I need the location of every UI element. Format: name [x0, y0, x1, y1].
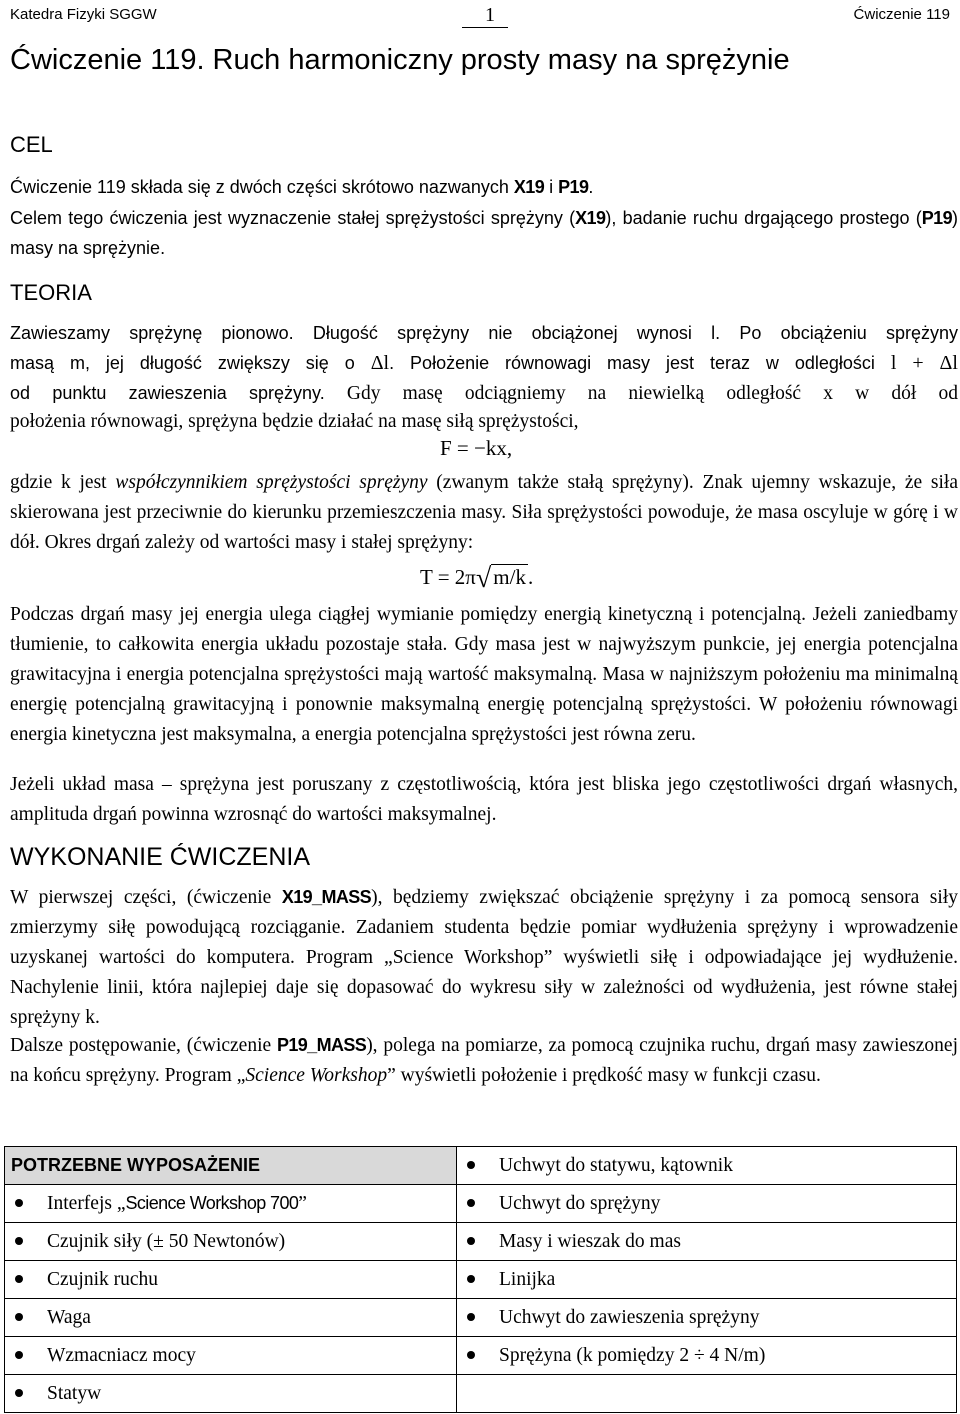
- list-item: [457, 1185, 957, 1223]
- equipment-item: Masy i wieszak do mas: [499, 1230, 681, 1252]
- list-item: [457, 1147, 957, 1185]
- page-title: Ćwiczenie 119. Ruch harmoniczny prosty masy na sprężynie: [10, 44, 790, 76]
- text: Dalsze postępowanie, (ćwiczenie: [10, 1035, 277, 1056]
- text: . Położenie równowagi masy jest teraz w odległości: [389, 353, 891, 373]
- list-item: [5, 1337, 457, 1375]
- formula-hooke: F = −kx,: [440, 436, 513, 460]
- table-row: [5, 1223, 957, 1261]
- table-row: [5, 1299, 957, 1337]
- l-plus-delta-l-symbol: l + Δl: [890, 352, 958, 374]
- code-p19-mass: P19_MASS: [276, 1035, 367, 1055]
- equipment-item: Uchwyt do sprężyny: [499, 1192, 661, 1214]
- text: Ćwiczenie 119 składa się z dwóch części skrótowo nazwanych: [10, 177, 514, 197]
- text: Gdy masę odciągniemy na niewielką odległość x w dół od: [324, 383, 959, 404]
- teoria-line-3: [10, 378, 958, 410]
- equipment-item: Waga: [47, 1306, 91, 1328]
- table-row: [5, 1337, 957, 1375]
- text: Interfejs „: [47, 1192, 126, 1214]
- bullet-icon: [467, 1161, 475, 1169]
- equipment-item: Uchwyt do zawieszenia sprężyny: [499, 1306, 760, 1328]
- list-item: [457, 1337, 957, 1375]
- header-exercise: Ćwiczenie 119: [853, 6, 950, 23]
- text: ”: [298, 1192, 307, 1214]
- table-row: [5, 1375, 957, 1413]
- teoria-line-4: położenia równowagi, sprężyna będzie działać na masę siłą sprężystości,: [10, 411, 579, 432]
- bullet-icon: [467, 1351, 475, 1359]
- teoria-paragraph-2: [10, 468, 958, 558]
- code-p19: P19: [921, 208, 953, 228]
- list-item: [457, 1261, 957, 1299]
- table-row: [5, 1185, 957, 1223]
- equipment-item: Sprężyna (k pomiędzy 2 ÷ 4 N/m): [499, 1344, 766, 1366]
- bullet-icon: [467, 1237, 475, 1245]
- code-p19: P19: [558, 177, 589, 197]
- bullet-icon: [15, 1199, 23, 1207]
- list-item: [5, 1261, 457, 1299]
- page-number: 1: [485, 4, 495, 26]
- formula-part: T = 2π: [420, 565, 476, 589]
- teoria-line-1: Zawieszamy sprężynę pionowo. Długość sprężyny nie obciążonej wynosi l. Po obciążeniu sprężyny: [10, 323, 958, 343]
- text: W pierwszej części, (ćwiczenie: [10, 887, 282, 908]
- text: ), badanie ruchu drgającego prostego (: [605, 208, 922, 228]
- cel-paragraph-1: [10, 172, 958, 202]
- table-row: [5, 1147, 957, 1185]
- sqrt-sign: √: [475, 563, 492, 594]
- italic-term: współczynnikiem sprężystości sprężyny: [115, 472, 428, 493]
- list-item: [5, 1185, 457, 1223]
- teoria-paragraph-3: Podczas drgań masy jej energia ulega ciągłej wymianie pomiędzy energią kinetyczną i potencjalną. Jeżeli zaniedbamy tłumienie, to całkowita energia układu pozostaje stała. Gdy masa jest w najwyższym punkcie, jej energia potencjalna grawitacyjna i energia potencjalna sprężystości mają wartość maksymalną. Masa w najniższym położeniu ma minimalną energię potencjalną grawitacyjną i ponownie maksymalną energię potencjalną sprężystości. W położeniu równowagi energia kinetyczna jest maksymalna, a energia potencjalna sprężystości jest równa zeru.: [10, 604, 958, 745]
- list-item: [457, 1223, 957, 1261]
- wykonanie-paragraph-1: [10, 882, 958, 1033]
- bullet-icon: [15, 1237, 23, 1245]
- delta-l-symbol: Δl: [370, 352, 390, 374]
- code-x19-mass: X19_MASS: [281, 887, 372, 907]
- sqrt-content: m/k: [493, 565, 526, 589]
- text: masą m, jej długość zwiększy się o: [10, 353, 371, 373]
- italic-program-name: Science Workshop: [245, 1065, 388, 1086]
- formula-period: [420, 563, 533, 595]
- text: ” wyświetli położenie i prędkość masy w funkcji czasu.: [387, 1065, 821, 1086]
- wykonanie-paragraph-2: [10, 1030, 958, 1091]
- formula-part: .: [527, 565, 534, 589]
- bullet-icon: [15, 1313, 23, 1321]
- list-item: [5, 1223, 457, 1261]
- empty-cell: [457, 1375, 957, 1413]
- equipment-item: Linijka: [499, 1268, 556, 1290]
- text: ), będziemy zwiększać obciążenie sprężyny i za pomocą sensora siły zmierzymy siłę powodującą rozciąganie. Zadaniem studenta będzie pomiar wydłużenia sprężyny i wprowadzenie uzyskanej wartości do komputera. Program „Science Workshop” wyświetli siłę i odpowiadające jej wydłużenie. Nachylenie linii, która najlepiej daje się dopasować do wykresu siły w zależności od wydłużenia, jest równe stałej sprężyny k.: [10, 887, 958, 1028]
- teoria-line-2: [10, 348, 958, 378]
- text: i: [544, 177, 559, 197]
- text: (zwanym także stałą sprężyny). Znak ujemny wskazuje, że siła skierowana jest przeciwnie do kierunku przemieszczenia masy. Siła sprężystości powoduje, że masa oscyluje w górę i w dół. Okres drgań zależy od wartości masy i stałej sprężyny:: [10, 472, 958, 553]
- bullet-icon: [15, 1351, 23, 1359]
- bullet-icon: [15, 1389, 23, 1397]
- teoria-paragraph-4: Jeżeli układ masa – sprężyna jest poruszany z częstotliwością, która jest bliska jego częstotliwości drgań własnych, amplituda drgań powinna wzrosnąć do wartości maksymalnej.: [10, 774, 958, 825]
- program-name: Science Workshop 700: [125, 1192, 299, 1213]
- text: gdzie k jest: [10, 472, 116, 493]
- equipment-item: Czujnik ruchu: [47, 1268, 159, 1290]
- list-item: [5, 1375, 457, 1413]
- code-x19: X19: [513, 177, 545, 197]
- bullet-icon: [467, 1199, 475, 1207]
- text: Celem tego ćwiczenia jest wyznaczenie stałej sprężystości sprężyny (: [10, 208, 576, 228]
- cel-paragraph-2: [10, 203, 958, 263]
- text: ) masy na sprężynie.: [10, 208, 959, 258]
- text: .: [588, 177, 594, 197]
- equipment-table: [4, 1146, 957, 1413]
- bullet-icon: [467, 1275, 475, 1283]
- equipment-item: Uchwyt do statywu, kątownik: [499, 1154, 733, 1176]
- equipment-item: [47, 1193, 307, 1214]
- page-number-rule: [462, 27, 508, 28]
- heading-cel: CEL: [10, 132, 53, 157]
- list-item: [457, 1299, 957, 1337]
- table-row: [5, 1261, 957, 1299]
- heading-wykonanie: WYKONANIE ĆWICZENIA: [10, 843, 311, 871]
- bullet-icon: [15, 1275, 23, 1283]
- code-x19: X19: [575, 208, 606, 228]
- header-institution: Katedra Fizyki SGGW: [10, 6, 157, 23]
- equipment-heading: POTRZEBNE WYPOSAŻENIE: [5, 1147, 457, 1185]
- list-item: [5, 1299, 457, 1337]
- equipment-item: Statyw: [47, 1382, 102, 1404]
- heading-teoria: TEORIA: [10, 280, 92, 305]
- equipment-item: Czujnik siły (± 50 Newtonów): [47, 1230, 286, 1252]
- bullet-icon: [467, 1313, 475, 1321]
- text: od punktu zawieszenia sprężyny.: [10, 383, 325, 403]
- text: ), polega na pomiarze, za pomocą czujnika ruchu, drgań masy zawieszonej na końcu sprężyny. Program „: [10, 1035, 958, 1086]
- equipment-item: Wzmacniacz mocy: [47, 1344, 196, 1366]
